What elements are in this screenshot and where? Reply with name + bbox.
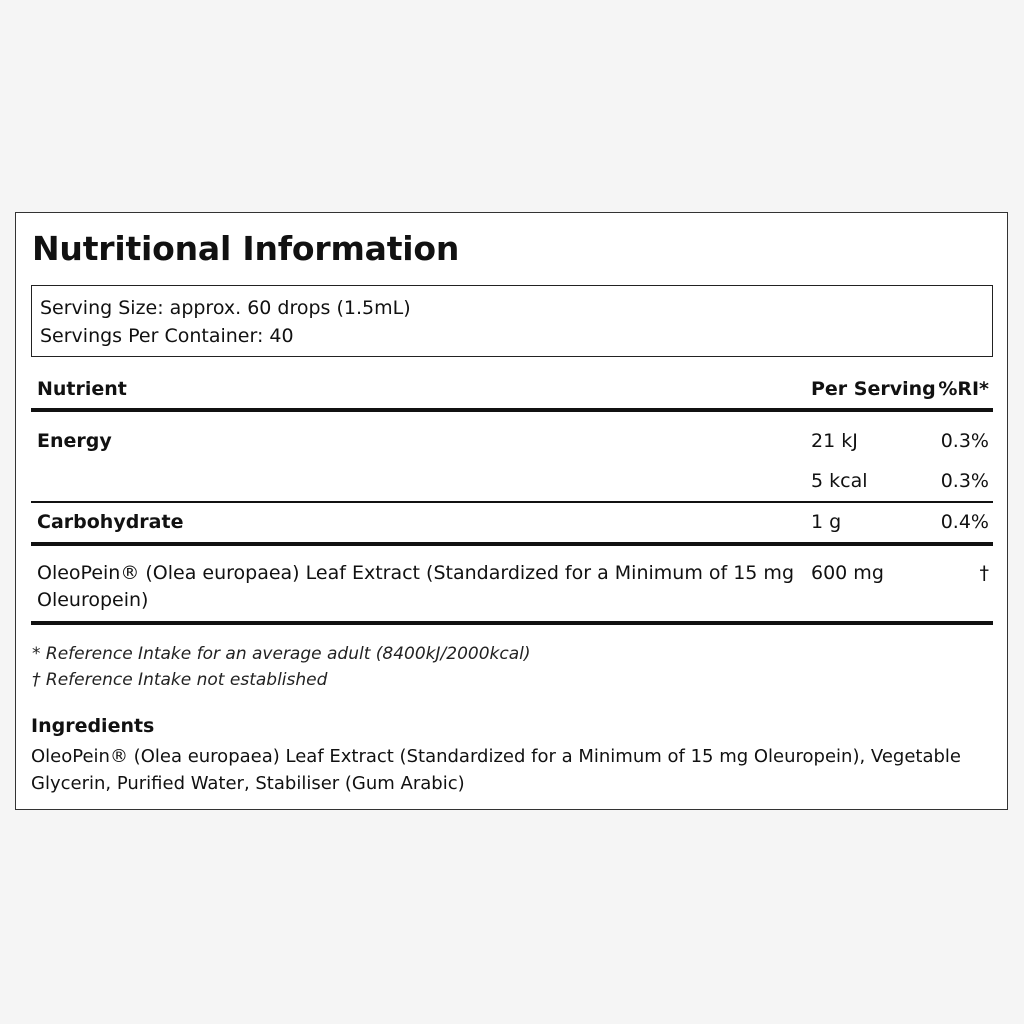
row-oleopein-nutrient-line1: OleoPein® (Olea europaea) Leaf Extract (Standardized for a Minimum of 15 mg	[37, 562, 795, 584]
header-per-serving: Per Serving	[811, 378, 936, 400]
footnote-ri: * Reference Intake for an average adult (8400kJ/2000kcal)	[32, 644, 531, 664]
row-carbohydrate-value: 1 g	[811, 511, 842, 533]
row-energy-kcal-ri: 0.3%	[940, 470, 989, 492]
header-divider	[31, 408, 993, 412]
header-nutrient: Nutrient	[37, 378, 127, 400]
nutrition-panel	[15, 212, 1008, 810]
row-oleopein-nutrient-line2: Oleuropein)	[37, 589, 149, 611]
row-oleopein-ri: †	[979, 562, 989, 584]
section-divider	[31, 542, 993, 546]
ingredients-heading: Ingredients	[31, 715, 155, 737]
table-bottom-divider	[31, 621, 993, 625]
row-oleopein-value: 600 mg	[811, 562, 884, 584]
ingredients-text: OleoPein® (Olea europaea) Leaf Extract (Standardized for a Minimum of 15 mg Oleuropein), Vegetable Glycerin, Purified Water, Stabiliser (Gum Arabic)	[31, 746, 962, 794]
servings-per-container: Servings Per Container: 40	[40, 325, 294, 347]
serving-size: Serving Size: approx. 60 drops (1.5mL)	[40, 297, 411, 319]
row-carbohydrate-ri: 0.4%	[940, 511, 989, 533]
row-energy-nutrient: Energy	[37, 430, 112, 452]
row-divider	[31, 501, 993, 503]
row-energy-kj-ri: 0.3%	[940, 430, 989, 452]
serving-info-box	[31, 285, 993, 357]
row-energy-kcal: 5 kcal	[811, 470, 868, 492]
row-energy-kj: 21 kJ	[811, 430, 858, 452]
page-title: Nutritional Information	[32, 229, 460, 268]
footnote-dagger: † Reference Intake not established	[32, 670, 328, 690]
row-carbohydrate-nutrient: Carbohydrate	[37, 511, 184, 533]
header-ri: %RI*	[938, 378, 989, 400]
